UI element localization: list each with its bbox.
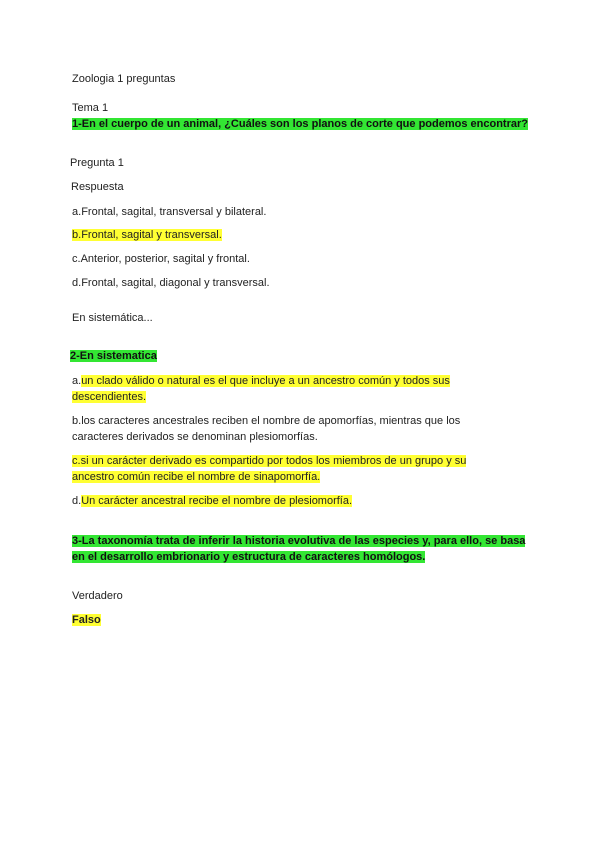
question-1-text: 1-En el cuerpo de un animal, ¿Cuáles son los planos de corte que podemos encontrar? bbox=[72, 118, 528, 130]
document-title: Zoologia 1 preguntas bbox=[72, 73, 176, 85]
question-2 bbox=[70, 348, 157, 364]
q1-option-b bbox=[72, 227, 222, 243]
q1-option-d bbox=[72, 275, 270, 291]
question-3-text: en el desarrollo embrionario y estructura de caracteres homólogos. bbox=[72, 551, 426, 563]
option-prefix: c. bbox=[72, 253, 81, 265]
option-text: Frontal, sagital y transversal. bbox=[81, 229, 222, 241]
q3-option-falso bbox=[72, 612, 101, 628]
q1-option-c bbox=[72, 251, 250, 267]
option-text: Falso bbox=[72, 614, 101, 626]
option-prefix: c. bbox=[72, 455, 81, 467]
question-3-line2 bbox=[72, 549, 425, 565]
pregunta-label: Pregunta 1 bbox=[70, 157, 124, 169]
q2-option-b-line1 bbox=[72, 413, 460, 429]
respuesta-label: Respuesta bbox=[71, 181, 124, 193]
option-text: un clado válido o natural es el que incluye a un ancestro común y todos sus bbox=[81, 375, 450, 387]
option-prefix: a. bbox=[72, 206, 82, 218]
q1-note: En sistemática... bbox=[72, 312, 153, 324]
q3-option-verdadero: Verdadero bbox=[72, 590, 123, 602]
option-text: Frontal, sagital, diagonal y transversal. bbox=[81, 277, 270, 289]
option-prefix: d. bbox=[72, 277, 82, 289]
q2-option-b-line2: caracteres derivados se denominan plesiomorfías. bbox=[72, 431, 318, 443]
q2-option-c-line2 bbox=[72, 469, 320, 485]
question-1 bbox=[72, 116, 528, 132]
option-text: ancestro común recibe el nombre de sinapomorfía. bbox=[72, 471, 321, 483]
question-3-text: 3-La taxonomía trata de inferir la historia evolutiva de las especies y, para ello, se basa bbox=[72, 535, 526, 547]
question-2-text: 2-En sistematica bbox=[70, 350, 157, 362]
option-prefix: a. bbox=[72, 375, 82, 387]
q2-option-a-line2 bbox=[72, 389, 146, 405]
option-prefix: d. bbox=[72, 495, 82, 507]
option-highlighted bbox=[72, 229, 222, 241]
q1-option-a bbox=[72, 204, 266, 220]
q2-option-d bbox=[72, 493, 352, 509]
option-text: descendientes. bbox=[72, 391, 146, 403]
q2-option-c-line1 bbox=[72, 453, 466, 469]
option-highlighted bbox=[72, 455, 466, 467]
option-prefix: b. bbox=[72, 229, 82, 241]
q2-option-a-line1 bbox=[72, 373, 450, 389]
option-text: los caracteres ancestrales reciben el nombre de apomorfías, mientras que los bbox=[81, 415, 461, 427]
option-text: Un carácter ancestral recibe el nombre de plesiomorfía. bbox=[81, 495, 353, 507]
question-3-line1 bbox=[72, 533, 525, 549]
option-prefix: b. bbox=[72, 415, 82, 427]
tema-label: Tema 1 bbox=[72, 102, 109, 114]
option-text: Frontal, sagital, transversal y bilateral. bbox=[81, 206, 267, 218]
option-text: si un carácter derivado es compartido por todos los miembros de un grupo y su bbox=[80, 455, 467, 467]
option-text: Anterior, posterior, sagital y frontal. bbox=[80, 253, 250, 265]
